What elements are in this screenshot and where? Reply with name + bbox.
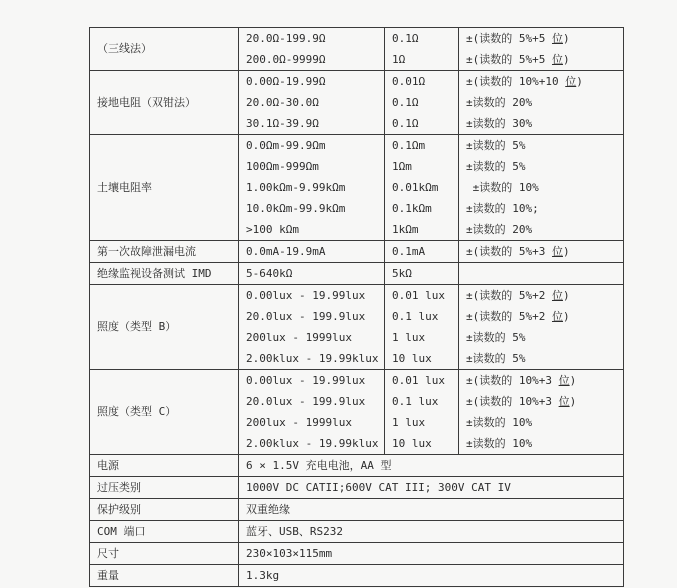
accuracy-text: ±(读数的 5%+3 [466,244,552,258]
range-cell: 5-640kΩ [239,263,385,285]
info-value: 蓝牙、USB、RS232 [239,521,624,543]
accuracy-suffix: ) [562,309,570,323]
accuracy-text: ±读数的 5% [466,351,526,365]
accuracy-cell [459,241,624,263]
range-cell: 0.00Ω-19.99Ω [239,71,385,93]
accuracy-underlined: 位 [551,288,563,302]
accuracy-suffix: ) [569,373,577,387]
range-cell: >100 kΩm [239,219,385,241]
label-dimensions: 尺寸 [90,543,239,565]
info-value: 1000V DC CATII;600V CAT III; 300V CAT IV [239,477,624,499]
range-cell: 200lux - 1999lux [239,412,385,433]
accuracy-cell [459,219,624,241]
accuracy-text: ±(读数的 5%+5 [466,52,552,66]
label-illuminance-type-b: 照度（类型 B） [90,285,239,370]
accuracy-cell [459,348,624,370]
accuracy-cell [459,135,624,157]
range-cell: 20.0Ω-30.0Ω [239,92,385,113]
accuracy-underlined: 位 [558,373,570,387]
resolution-cell: 1 lux [385,327,459,348]
range-cell: 20.0lux - 199.9lux [239,391,385,412]
label-weight: 重量 [90,565,239,587]
resolution-cell: 0.1kΩm [385,198,459,219]
range-cell: 2.00klux - 19.99klux [239,348,385,370]
spec-row [90,455,624,477]
accuracy-cell [459,285,624,307]
resolution-cell: 0.01 lux [385,370,459,392]
accuracy-text: ±(读数的 10%+3 [466,373,559,387]
label-imd-test: 绝缘监视设备测试 IMD [90,263,239,285]
accuracy-cell [459,113,624,135]
accuracy-underlined: 位 [551,52,563,66]
spec-row [90,370,624,392]
range-cell: 30.1Ω-39.9Ω [239,113,385,135]
resolution-cell: 1Ω [385,49,459,71]
label-first-fault-leakage-current: 第一次故障泄漏电流 [90,241,239,263]
accuracy-text: ±读数的 10% [466,180,539,194]
accuracy-underlined: 位 [551,309,563,323]
label-overvoltage-category: 过压类别 [90,477,239,499]
accuracy-underlined: 位 [551,31,563,45]
accuracy-text: ±读数的 20% [466,95,533,109]
label-three-wire-method: （三线法） [90,28,239,71]
accuracy-text: ±读数的 10% [466,415,533,429]
info-value: 6 × 1.5V 充电电池，AA 型 [239,455,624,477]
spec-row [90,499,624,521]
accuracy-text: ±(读数的 10%+10 [466,74,566,88]
accuracy-cell [459,370,624,392]
accuracy-suffix: ) [562,31,570,45]
range-cell: 10.0kΩm-99.9kΩm [239,198,385,219]
info-value: 双重绝缘 [239,499,624,521]
resolution-cell: 1Ωm [385,156,459,177]
accuracy-text: ±读数的 30% [466,116,533,130]
accuracy-cell [459,177,624,198]
resolution-cell: 0.01Ω [385,71,459,93]
accuracy-suffix: ) [569,394,577,408]
accuracy-text: ±读数的 10%; [466,201,539,215]
accuracy-cell [459,156,624,177]
accuracy-text: ±读数的 5% [466,138,526,152]
spec-row [90,263,624,285]
range-cell: 0.0mA-19.9mA [239,241,385,263]
spec-row [90,521,624,543]
resolution-cell: 0.1Ω [385,113,459,135]
accuracy-cell [459,49,624,71]
accuracy-suffix: ) [576,74,583,88]
accuracy-underlined: 位 [551,244,563,258]
spec-row [90,477,624,499]
spec-row [90,28,624,50]
resolution-cell: 0.1Ωm [385,135,459,157]
info-value: 1.3kg [239,565,624,587]
specification-table [89,27,624,587]
accuracy-cell [459,71,624,93]
accuracy-text: ±读数的 20% [466,222,533,236]
accuracy-cell [459,198,624,219]
range-cell: 20.0Ω-199.9Ω [239,28,385,50]
spec-row [90,71,624,93]
spec-row [90,565,624,587]
resolution-cell: 0.01kΩm [385,177,459,198]
resolution-cell: 10 lux [385,433,459,455]
range-cell: 200lux - 1999lux [239,327,385,348]
accuracy-suffix: ) [562,288,570,302]
accuracy-text: ±(读数的 5%+2 [466,288,552,302]
accuracy-text: ±读数的 5% [466,159,526,173]
resolution-cell: 0.1mA [385,241,459,263]
resolution-cell: 0.01 lux [385,285,459,307]
label-earth-resistance-double-clamp: 接地电阻（双钳法） [90,71,239,135]
spec-row [90,241,624,263]
accuracy-text: ±读数的 10% [466,436,533,450]
range-cell: 1.00kΩm-9.99kΩm [239,177,385,198]
accuracy-underlined: 位 [565,74,577,88]
accuracy-cell [459,306,624,327]
accuracy-suffix: ) [562,52,570,66]
range-cell: 0.00lux - 19.99lux [239,370,385,392]
resolution-cell: 0.1Ω [385,28,459,50]
range-cell: 20.0lux - 199.9lux [239,306,385,327]
accuracy-cell [459,92,624,113]
resolution-cell: 5kΩ [385,263,459,285]
range-cell: 0.0Ωm-99.9Ωm [239,135,385,157]
accuracy-underlined: 位 [558,394,570,408]
label-com-port: COM 端口 [90,521,239,543]
label-protection-class: 保护级别 [90,499,239,521]
spec-row [90,543,624,565]
accuracy-cell [459,263,624,285]
range-cell: 2.00klux - 19.99klux [239,433,385,455]
accuracy-text: ±(读数的 5%+2 [466,309,552,323]
resolution-cell: 0.1 lux [385,306,459,327]
label-soil-resistivity: 土壤电阻率 [90,135,239,241]
accuracy-cell [459,28,624,50]
resolution-cell: 1kΩm [385,219,459,241]
accuracy-cell [459,327,624,348]
label-illuminance-type-c: 照度（类型 C） [90,370,239,455]
spec-row [90,285,624,307]
info-value: 230×103×115mm [239,543,624,565]
accuracy-cell [459,391,624,412]
resolution-cell: 10 lux [385,348,459,370]
spec-row [90,135,624,157]
accuracy-suffix: ) [562,244,570,258]
accuracy-text: ±读数的 5% [466,330,526,344]
range-cell: 100Ωm-999Ωm [239,156,385,177]
range-cell: 0.00lux - 19.99lux [239,285,385,307]
resolution-cell: 0.1Ω [385,92,459,113]
label-power-supply: 电源 [90,455,239,477]
accuracy-cell [459,433,624,455]
range-cell: 200.0Ω-9999Ω [239,49,385,71]
resolution-cell: 1 lux [385,412,459,433]
accuracy-text: ±(读数的 10%+3 [466,394,559,408]
accuracy-cell [459,412,624,433]
resolution-cell: 0.1 lux [385,391,459,412]
accuracy-text: ±(读数的 5%+5 [466,31,552,45]
